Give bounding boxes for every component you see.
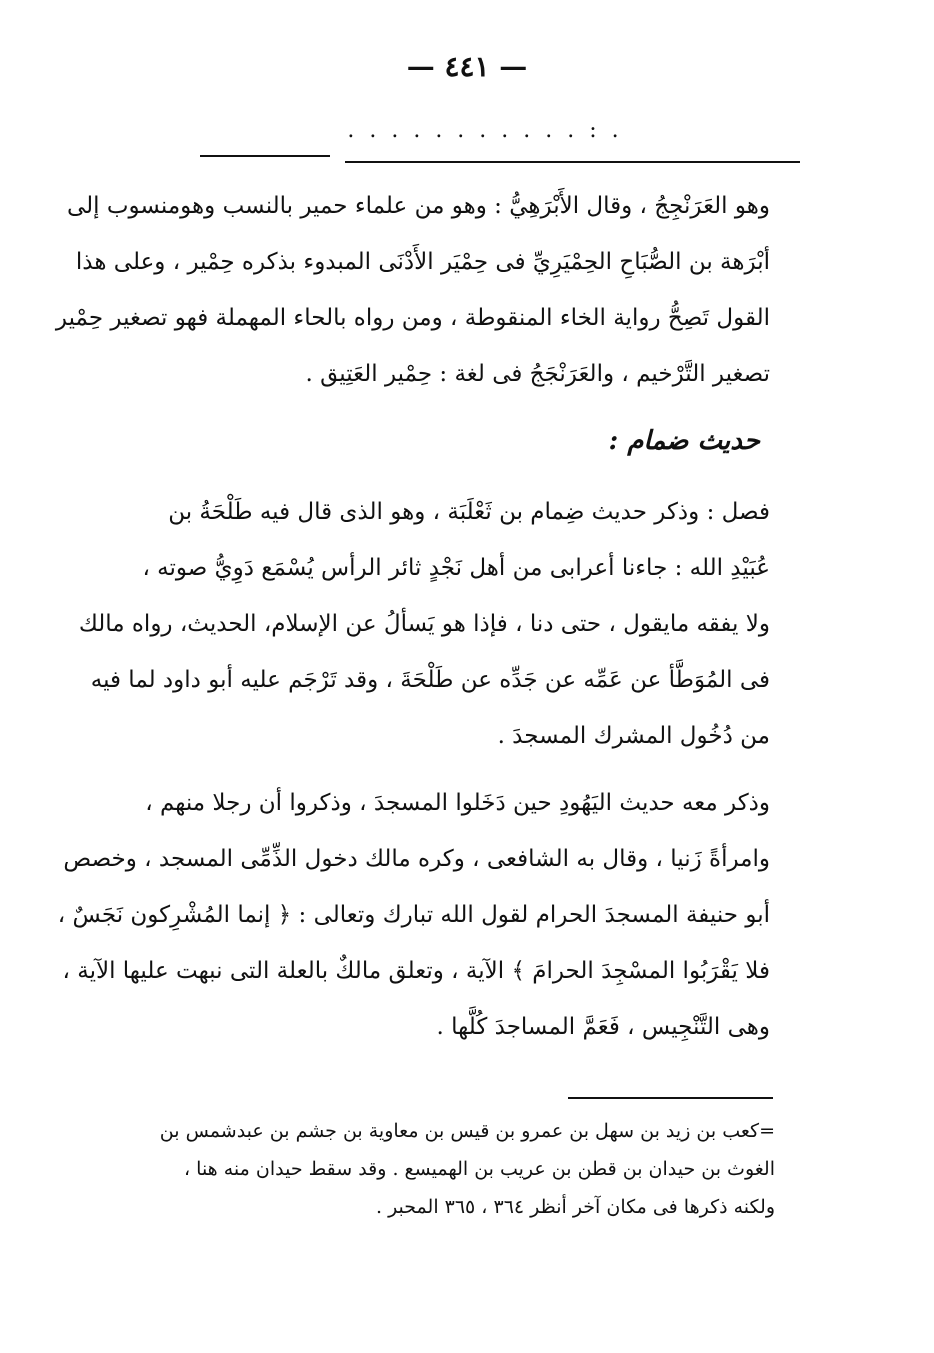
ellipsis-dots: . . . . . . . . . . . : . <box>347 118 623 143</box>
paragraph-1-line: أبْرَهة بن الصُّبَاحِ الحِمْيَرِيِّ فى حِمْيَر الأَدْنَى المبدوء بذكره حِمْير ، وعلى هذا <box>75 249 770 275</box>
paragraph-3-line: وذكر معه حديث اليَهُودِ حين دَخَلوا المسجدَ ، وذكروا أن رجلا منهم ، <box>145 790 770 816</box>
footnote-line: الغوث بن حيدان بن قطن بن عريب بن الهميسع . وقد سقط حيدان منه هنا ، <box>183 1158 775 1180</box>
paragraph-3-line: وامرأةً زَنيا ، وقال به الشافعى ، وكره مالك دخول الذِّمِّى المسجد ، وخصص <box>63 846 770 872</box>
footnote <box>135 1112 775 1226</box>
paragraph-2-line: من دُخُول المشرك المسجدَ . <box>497 723 770 749</box>
paragraph-1-line: القول تَصِحُّ رواية الخاء المنقوطة ، ومن رواه بالحاء المهملة فهو تصغير حِمْير <box>55 305 770 331</box>
paragraph-1-line: تصغير التَّرْخيم ، والعَرَنْجَجُ فى لغة : حِمْير العَتِيق . <box>305 361 770 387</box>
paragraph-2-line: ولا يفقه مايقول ، حتى دنا ، فإذا هو يَسألُ عن الإسلام، الحديث، رواه مالك <box>78 611 770 637</box>
paragraph-2-line: عُبَيْدِ الله : جاءنا أعرابى من أهل نَجْدٍ ثائر الرأس يُسْمَع دَوِيُّ صوته ، <box>142 555 770 581</box>
paragraph-2 <box>78 484 770 764</box>
paragraph-2-line: فى المُوَطَّأ عن عَمِّه عن جَدِّه عن طَلْحَةَ ، وقد تَرْجَم عليه أبو داود لما فيه <box>90 667 770 693</box>
paragraph-1-line: وهو العَرَنْجِجُ ، وقال الأَبْرَهِيُّ : وهو من علماء حمير بالنسب وهومنسوب إلى <box>66 193 770 219</box>
footnote-line: ولكنه ذكرها فى مكان آخر أنظر ٣٦٤ ، ٣٦٥ المحبر . <box>375 1196 775 1218</box>
paragraph-3-line: وهى التَّنْجِيس ، فَعَمَّ المساجدَ كُلَّها . <box>436 1014 770 1040</box>
paragraph-3-line: فلا يَقْرَبُوا المسْجِدَ الحرامَ ﴾ الآية ، وتعلق مالكٌ بالعلة التى نبهت عليها الآية ، <box>62 958 770 984</box>
paragraph-2-line: فصل : وذكر حديث ضِمام بن ثَعْلَبَة ، وهو الذى قال فيه طَلْحَةُ بن <box>168 499 770 525</box>
footnote-rule <box>568 1097 773 1099</box>
page-number: — ٤٤١ — <box>406 50 528 83</box>
paragraph-1 <box>55 178 770 402</box>
top-rule-long <box>345 161 800 163</box>
footnote-line: =كعب بن زيد بن سهل بن عمرو بن قيس بن معاوية بن جشم بن عبدشمس بن <box>159 1120 775 1142</box>
paragraph-3-line: أبو حنيفة المسجدَ الحرام لقول الله تبارك وتعالى : ﴿ إنما المُشْرِكون نَجَسٌ ، <box>57 902 770 928</box>
paragraph-3 <box>57 775 770 1055</box>
section-heading: حديث ضمام : <box>608 426 760 456</box>
top-rule-short <box>200 155 330 157</box>
